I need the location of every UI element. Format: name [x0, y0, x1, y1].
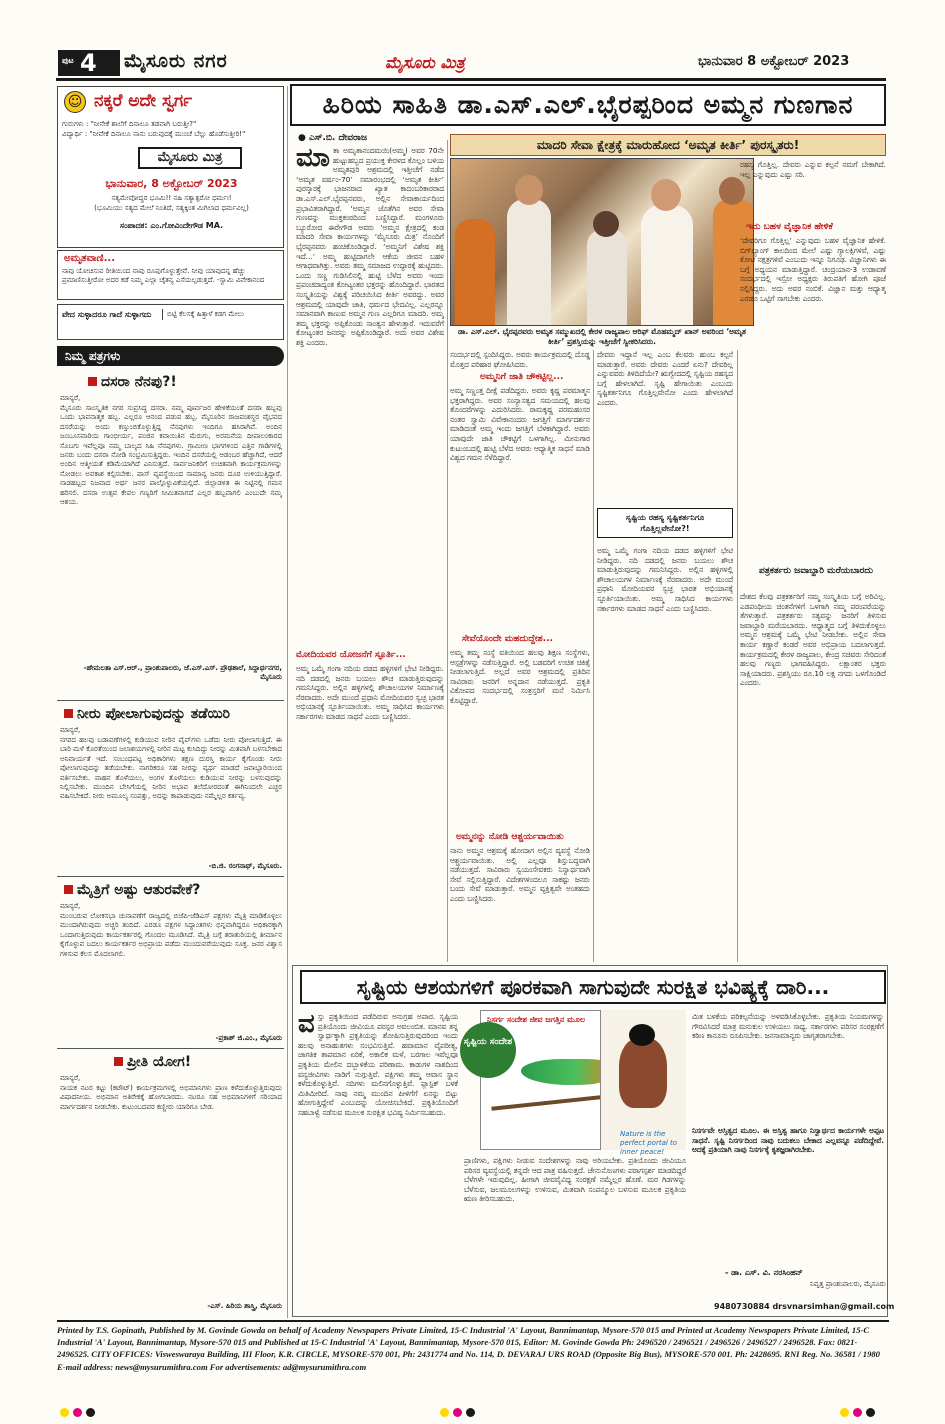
proverb-heading: ವೇದ ಸುಳ್ಳಾದರೂ ಗಾದೆ ಸುಳ್ಳಾಗದು [62, 310, 152, 319]
masthead-editor: ಸಂಪಾದಕ: ಎಂ.ಗೋವಿಂದೇಗೌಡ MA. [119, 221, 224, 230]
message-badge: ಸೃಷ್ಟಿಯ ಸಂದೇಶ [460, 1022, 516, 1078]
letter-salutation: ಮಾನ್ಯರೆ, [60, 902, 81, 910]
story-subhead: ಅಮ್ಮನನ್ನು ನೋಡಿ ಆಶ್ಚರ್ಯವಾಯಿತು [456, 832, 564, 842]
story-column-1-text: ತಾ ಅಮೃತಾನಂದಮಯಿ(ಅಮ್ಮ) ಅವರ 70ನೇ ಹುಟ್ಟುಹಬ್ಬದ ಪ್ರಯುಕ್ತ ಕೇರಳದ ಕೊಲ್ಲಂ ಬಳಿಯ ಅಮೃತಪುರಿ ಆಶ್ರಮದಲ್ಲಿ ಇತ್ತೀಚೆಗೆ ನಡೆದ ‘ಅಮೃತ ವರ್ಷಂ-70’ ಸಮಾರಂಭದಲ್ಲಿ ‘ಅಮೃತ ಕೀರ್ತಿ’ ಪುರಸ್ಕಾರಕ್ಕೆ ಭಾಜನರಾದ ಖ್ಯಾತ ಕಾದಂಬರಿಕಾರರಾದ ಡಾ.ಎಸ್.ಎಲ್.ಭೈರಪ್ಪನವರು, ಅಲ್ಲಿನ ಸೇವಾಕಾರ್ಯದಿಂದ ಪ್ರಭಾವಿತರಾಗಿದ್ದಾರೆ. ‘ಅಮ್ಮನ ಜೊತೆಗಿನ ಅವರ ಸೇವಾ ಗುಣವನ್ನು ಮುಕ್ತಕಂಠದಿಂದ ಬಣ್ಣಿಸಿದ್ದಾರೆ. ಮಂಗಳೂರು ಬ್ಯೂರೋದ ಈರೇಗೌಡ ಅವರು ‘ಅಮ್ಮನ ಕ್ಷೇತ್ರದಲ್ಲಿ ಕಂಡ ಮಾದರಿ ಸೇವಾ ಕಾರ್ಯಗಳನ್ನು ‘ಮೈಸೂರು ಮಿತ್ರ’ ನೊಂದಿಗೆ ಭೈರಪ್ಪನವರು ಹಂಚಿಕೊಂಡಿದ್ದಾರೆ. ‘ಅಮ್ಮನಿಗೆ ವಿಶೇಷ ಶಕ್ತಿ ಇದೆ...’ ಅಮ್ಮ ಹುಟ್ಟಿದಾಗಲೇ ಆಕೆಯ ಜೀವನ ಬಹಳ ಆಗಾಧವಾಗಿತ್ತು. ಅವರು ತಮ್ಮ ಸಮಾಜದ ಉದ್ಧಾರಕ್ಕೆ ಹುಟ್ಟಿದರು. ಒಂದು ಸಣ್ಣ ಗುಡಿಸಿಲಿನಲ್ಲಿ ಹುಟ್ಟಿ ಬೆಳೆದ ಅವರು ಇಂದು ಪ್ರಪಂಚದಾದ್ಯಂತ ಕೋಟ್ಯಂತರ ಭಕ್ತರನ್ನು ಹೊಂದಿದ್ದಾರೆ. ಭಾರತದ ಸಂಸ್ಕೃತಿಯನ್ನು ವಿಶ್ವಕ್ಕೆ ಪರಿಚಯಿಸಿದ ಕೀರ್ತಿ ಅವರದ್ದು. ಅವರ ಆಶ್ರಮದಲ್ಲಿ ಯಾವುದೇ ಜಾತಿ, ಧರ್ಮದ ಭೇದವಿಲ್ಲ. ಎಲ್ಲರನ್ನೂ ಸಮಾನವಾಗಿ ಕಾಣುವ ಅಮ್ಮನ ಗುಣ ಎಲ್ಲರಿಗೂ ಮಾದರಿ. ಅಮ್ಮ ತಮ್ಮ ಭಕ್ತರನ್ನು ಅಪ್ಪಿಕೊಂಡು ಸಾಂತ್ವನ ಹೇಳುತ್ತಾರೆ. ಇದುವರೆಗೆ ಕೋಟ್ಯಂತರ ಜನರನ್ನು ಅಪ್ಪಿಕೊಂಡಿದ್ದಾರೆ. ಅದು ಅವರ ವಿಶೇಷ ಶಕ್ತಿ ಎಂದರು. [296, 146, 444, 347]
page-number-label [58, 50, 120, 76]
feature-contact: 9480730884 drsvnarsimhan@gmail.com [714, 1302, 895, 1311]
letter-title [114, 1054, 191, 1070]
myna-bird-icon [619, 1038, 667, 1108]
joke-line-1: ಗುರುಗಳು : "ನೀನೇಕೆ ಶಾಲೆಗೆ ದಿನಾಲೂ ತಡವಾಗಿ ಬರುತ್ತೀ?" [62, 120, 197, 128]
registration-marks [840, 1402, 900, 1412]
joke-text [62, 119, 281, 139]
registration-marks [440, 1402, 500, 1412]
joke-masthead-box [57, 86, 284, 248]
story-subhead: ಅಮ್ಮನಿಗೆ ಜಾತಿ ಚೌಕಟ್ಟಿಲ್ಲ... [480, 372, 564, 382]
feature-author: - ಡಾ. ಎಸ್. ವಿ. ನರಸಿಂಹನ್ [725, 1268, 803, 1277]
letter-signoff: -ಪ್ರಕಾಶ್ ಜಿ.ಎಂ., ಮೈಸೂರು [215, 1034, 282, 1042]
square-bullet-icon [64, 885, 73, 894]
main-headline: ಹಿರಿಯ ಸಾಹಿತಿ ಡಾ.ಎಸ್.ಎಲ್.ಭೈರಪ್ಪರಿಂದ ಅಮ್ಮನ ಗುಣಗಾನ [290, 84, 886, 126]
story-pullbox: ಸೃಷ್ಟಿಯ ರಹಸ್ಯ ಸೃಷ್ಟಿಕರ್ತನಿಗೂ ಗೊತ್ತಿಲ್ಲವೇನೋ?! [597, 508, 733, 538]
square-bullet-icon [114, 1057, 123, 1066]
letter-divider [57, 1048, 284, 1049]
story-subhead: ಪತ್ರಕರ್ತರು ಜವಾಬ್ದಾರಿ ಮರೆಯಬಾರದು [759, 566, 873, 576]
square-bullet-icon [88, 377, 97, 386]
column-divider [447, 140, 448, 962]
letter-salutation: ಮಾನ್ಯರೆ, [60, 726, 81, 734]
column-divider [287, 86, 288, 1318]
letter-title [64, 706, 230, 722]
dropcap: ವ [298, 1012, 315, 1039]
letter-body: ಮೈಸೂರು ಸಾಂಸ್ಕೃತಿಕ ನಗರ ಸುಪ್ರಸಿದ್ಧ ದಸರಾ. ನಮ್ಮ ಪೂರ್ವಜರ ಹೇಳಿಕೆಯಂತೆ ದಸರಾ ಹಬ್ಬವು ಒಂದು ಭಾವನಾತ್ಮಕ ಹಬ್ಬ. ಎಲ್ಲರೂ ಆನಂದ ಪಡುವ ಹಬ್ಬ. ಮೈಸೂರಿನ ರಾಜವಂಶಸ್ಥರ ವೈಭವದ ದಸರೆಯನ್ನು ಅಂದು ಕಣ್ತುಂಬಿಕೊಳ್ಳುತ್ತಿದ್ದ ನೆನಪುಗಳು ಇಂದಿಗೂ ಹಸಿರಾಗಿವೆ. ಅಂದಿನ ಜಂಬೂಸವಾರಿಯ ಗಾಂಭೀರ್ಯ, ಪಂಜಿನ ಕವಾಯಿತಿನ ಮೆರುಗು, ಅರಮನೆಯ ದೀಪಾಲಂಕಾರದ ಸೊಬಗು ಇವೆಲ್ಲವೂ ನಮ್ಮ ಬಾಲ್ಯದ ಸಿಹಿ ನೆನಪುಗಳು. ಗ್ರಾಮೀಣ ಭಾಗಗಳಿಂದ ಎತ್ತಿನ ಗಾಡಿಗಳಲ್ಲಿ ಜನರು ಬಂದು ದಸರಾ ನೋಡಿ ಸಂಭ್ರಮಿಸುತ್ತಿದ್ದರು. ಇಂದಿನ ದಸರೆಯಲ್ಲಿ ಆಡಂಬರ ಹೆಚ್ಚಾಗಿದೆ, ಆದರೆ ಅಂದಿನ ಆತ್ಮೀಯತೆ ಕಡಿಮೆಯಾಗಿದೆ ಎನಿಸುತ್ತದೆ. ಸಾರ್ವಜನಿಕರಿಗೆ ಉಚಿತವಾಗಿ ಕಾರ್ಯಕ್ರಮಗಳನ್ನು ನೋಡಲು ಅವಕಾಶ ಕಲ್ಪಿಸಬೇಕು. ಪಾಸ್ ವ್ಯವಸ್ಥೆಯಿಂದ ಸಾಮಾನ್ಯ ಜನರು ದೂರ ಉಳಿಯುತ್ತಿದ್ದಾರೆ. ನಾಡಹಬ್ಬದ ನಿಜವಾದ ಅರ್ಥ ಜನರ ಪಾಲ್ಗೊಳ್ಳುವಿಕೆಯಲ್ಲಿದೆ. ಜಿಲ್ಲಾಡಳಿತ ಈ ನಿಟ್ಟಿನಲ್ಲಿ ಗಮನ ಹರಿಸಲಿ. ದಸರಾ ಉತ್ಸವ ಕೇವಲ ಗಣ್ಯರಿಗೆ ಸೀಮಿತವಾಗದೆ ಎಲ್ಲರ ಹಬ್ಬವಾಗಲಿ ಎಂಬುದೇ ನಮ್ಮ ಆಶಯ. [60, 404, 282, 507]
letter-divider [57, 876, 284, 877]
letter-body: ಮುಂಬರುವ ಲೋಕಸಭಾ ಚುನಾವಣೆಗೆ ರಾಜ್ಯದಲ್ಲಿ ಬಿಜೆಪಿ-ಜೆಡಿಎಸ್ ಪಕ್ಷಗಳು ಮೈತ್ರಿ ಮಾಡಿಕೊಳ್ಳಲು ಮುಂದಾಗಿರುವುದು ಅಚ್ಚರಿ ತಂದಿದೆ. ಎರಡೂ ಪಕ್ಷಗಳ ಸಿದ್ಧಾಂತಗಳು ಭಿನ್ನವಾಗಿದ್ದರೂ ಅಧಿಕಾರಕ್ಕಾಗಿ ಒಂದಾಗುತ್ತಿರುವುದು ಕಾರ್ಯಕರ್ತರಲ್ಲಿ ಗೊಂದಲ ಮೂಡಿಸಿದೆ. ಮೈತ್ರಿ ಬಗ್ಗೆ ತರಾತುರಿಯಲ್ಲಿ ತೀರ್ಮಾನ ಕೈಗೊಳ್ಳುವ ಬದಲು ಕಾರ್ಯಕರ್ತರ ಅಭಿಪ್ರಾಯ ಪಡೆದು ಮುಂದುವರೆಯುವುದು ಸೂಕ್ತ. ಜನರ ವಿಶ್ವಾಸ ಗಳಿಸುವ ಕೆಲಸ ಮೊದಲಾಗಲಿ. [60, 912, 282, 958]
nature-quote: Nature is the perfect portal to inner peace! [620, 1130, 678, 1156]
quote-title: ಅಮೃತವಾಣಿ... [64, 253, 115, 264]
story-column-3b: ಅಮ್ಮ ಒಮ್ಮೆ ಗಂಗಾ ನದಿಯ ದಡದ ಹಳ್ಳಿಗಳಿಗೆ ಭೇಟಿ ನೀಡಿದ್ದರು. ನದಿ ದಡದಲ್ಲಿ ಜನರು ಬಯಲು ಶೌಚ ಮಾಡುತ್ತಿರುವುದನ್ನು ಗಮನಿಸಿದ್ದರು. ಅಲ್ಲಿನ ಹಳ್ಳಿಗಳಲ್ಲಿ ಶೌಚಾಲಯಗಳ ನಿರ್ಮಾಣಕ್ಕೆ ನೆರವಾದರು. ಅದೇ ಮುಂದೆ ಪ್ರಧಾನಿ ಮೋದಿಯವರ ಸ್ವಚ್ಛ ಭಾರತ ಅಭಿಯಾನಕ್ಕೆ ಸ್ಫೂರ್ತಿಯಾಯಿತು. ಅಮ್ಮ ಸಾಧಿಸಿದ ಕಾರ್ಯಗಳು ಸರ್ಕಾರಗಳು ಮಾಡದ ಸಾಧನೆ ಎಂದು ಬಣ್ಣಿಸಿದರು. [597, 546, 733, 613]
joke-title: ನಕ್ಕರೆ ಅದೇ ಸ್ವರ್ಗ [94, 91, 193, 111]
letter-title-text: ಪ್ರೀತಿ ಯೋಗ! [127, 1054, 192, 1070]
story-subheadline: ಮಾದರಿ ಸೇವಾ ಕ್ಷೇತ್ರಕ್ಕೆ ಮಾರುಹೋದ ‘ಅಮೃತ ಕೀರ್ತಿ’ ಪುರಸ್ಕೃತರು! [450, 134, 886, 156]
quote-box [57, 250, 284, 300]
letter-signoff: -ಎಸ್. ಹಿರಿಯ ಶಾಸ್ತ್ರಿ, ಮೈಸೂರು [207, 1302, 282, 1310]
issue-date: ಭಾನುವಾರ 8 ಅಕ್ಟೋಬರ್ 2023 [698, 54, 850, 69]
feature-author-designation: ನಿವೃತ್ತ ಪ್ರಾಂಶುಪಾಲರು, ಮೈಸೂರು [810, 1280, 886, 1288]
newspaper-logo: ಮೈಸೂರು ಮಿತ್ರ [385, 53, 465, 72]
letter-signoff: -ಹೇಮಲತಾ ಎಸ್.ಆರ್., ಪ್ರಾಂಶುಪಾಲರು, ಜೆ.ಎಸ್.ಎಸ್. ಪ್ರೌಢಶಾಲೆ, ಸಿದ್ದಾರ್ಥನಗರ, ಮೈಸೂರು [83, 664, 282, 681]
panel-caption: ನಿಸರ್ಗ ಸಂದೇಶ ಜೀವ ಜಗತ್ತಿನ ಮೂಲ [487, 1015, 586, 1024]
story-subhead: ಸೇವೆಯೊಂದೇ ಮಹದುದ್ದೇಶ... [462, 634, 553, 644]
bee-eater-bird-icon [521, 1059, 611, 1085]
letter-title [64, 882, 200, 898]
column-divider [737, 350, 738, 962]
feature-column-2: ಪ್ರಾಣಿಗಳು, ಪಕ್ಷಿಗಳು ನೀಡುವ ಸಂದೇಶಗಳನ್ನು ನಾವು ಅರಿಯಬೇಕು. ಪ್ರತಿಯೊಂದು ಜೀವಿಯೂ ಪರಿಸರ ವ್ಯವಸ್ಥೆಯಲ್ಲಿ ತನ್ನದೇ ಆದ ಪಾತ್ರ ವಹಿಸುತ್ತದೆ. ಜೇನುನೊಣಗಳು ಪರಾಗಸ್ಪರ್ಶ ಮಾಡದಿದ್ದರೆ ಬೆಳೆಗಳೇ ಇರುವುದಿಲ್ಲ. ಹೀಗಾಗಿ ಜೀವವೈವಿಧ್ಯ ಸಂರಕ್ಷಣೆ ನಮ್ಮೆಲ್ಲರ ಹೊಣೆ. ಮರ ಗಿಡಗಳನ್ನು ಬೆಳೆಸುವ, ಜಲಮೂಲಗಳನ್ನು ಉಳಿಸುವ, ಮಿತವಾಗಿ ಸಂಪನ್ಮೂಲ ಬಳಸುವ ಮೂಲಕ ಪ್ರಕೃತಿಯ ಋಣ ತೀರಿಸಬಹುದು. [464, 1156, 686, 1204]
story-column-1b: ಅಮ್ಮ ಒಮ್ಮೆ ಗಂಗಾ ನದಿಯ ದಡದ ಹಳ್ಳಿಗಳಿಗೆ ಭೇಟಿ ನೀಡಿದ್ದರು. ನದಿ ದಡದಲ್ಲಿ ಜನರು ಬಯಲು ಶೌಚ ಮಾಡುತ್ತಿರುವುದನ್ನು ಗಮನಿಸಿದ್ದರು. ಅಲ್ಲಿನ ಹಳ್ಳಿಗಳಲ್ಲಿ ಶೌಚಾಲಯಗಳ ನಿರ್ಮಾಣಕ್ಕೆ ನೆರವಾದರು. ಅದೇ ಮುಂದೆ ಪ್ರಧಾನಿ ಮೋದಿಯವರ ಸ್ವಚ್ಛ ಭಾರತ ಅಭಿಯಾನಕ್ಕೆ ಸ್ಫೂರ್ತಿಯಾಯಿತು. ಅಮ್ಮ ಸಾಧಿಸಿದ ಕಾರ್ಯಗಳು ಸರ್ಕಾರಗಳು ಮಾಡದ ಸಾಧನೆ ಎಂದು ಬಣ್ಣಿಸಿದರು. [296, 664, 444, 721]
story-subhead: ಮೋದಿಯವರ ಯೋಜನೆಗೆ ಸ್ಫೂರ್ತಿ... [296, 650, 406, 660]
letter-title [88, 374, 177, 390]
square-bullet-icon [64, 709, 73, 718]
registration-marks [60, 1402, 120, 1412]
imprint-line: Printed by T.S. Gopinath, Published by M. Govinde Gowda on behalf of Academy Newspapers Private Limited, 15-C Industrial 'A' Layout, Bannimantap, Mysore-570 015 and Printed at Academy Newspapers Private Limited, 15-C Industrial 'A' Layout, Bannimantap, Mysore-570 015 and Published at 15-C Industrial 'A' Layout, Bannimantap, Mysore-570 015, Editor: M. Govinde Gowda Ph: 2496520 / 2496521 / 2496526 / 2496527 / 2496528. Fax: 0821-2496525. CITY OFFICES: Visweswaraya Building, III Floor, K.R. CIRCLE, MYSORE-570 001, Ph: 2431774 and No. 114, D. DEVARAJ URS ROAD (Opposite Big Bus), MYSORE-570 001. Ph: 2428695. RNI Reg. No. 36581 / 1980 E-mail address: news@mysurumithra.com For advertisements: ad@mysurumithra.com [57, 1320, 889, 1382]
story-column-2: ಸಂದರ್ಭದಲ್ಲಿ ಸ್ಪಂದಿಸಿದ್ದರು. ಅವರು ಕಾರ್ಯಕ್ರಮದಲ್ಲಿ ದೊಡ್ಡ ಮೊತ್ತದ ಪರಿಹಾರ ಘೋಷಿಸಿದರು. [450, 350, 590, 369]
story-column-3a: ದೇವರು ಇದ್ದಾನೆ ಇಲ್ಲ ಎಂಬ ಕೆಲವರು ಹುಂಬ ಕಲ್ಪನೆ ಮಾಡುತ್ತಾರೆ. ಅವರು ದೇವರು ಎಂದರೆ ಏನು? ದೇವರಿಲ್ಲ ಎನ್ನುವವರು ತಿಳಿದಿದೆಯೇ? ಋಗ್ವೇದದಲ್ಲಿ ಸೃಷ್ಟಿಯ ರಹಸ್ಯದ ಬಗ್ಗೆ ಹೇಳಲಾಗಿದೆ. ಸೃಷ್ಟಿ ಹೇಗಾಯಿತು ಎಂಬುದು ಸೃಷ್ಟಿಕರ್ತನಿಗೂ ಗೊತ್ತಿಲ್ಲವೇನೋ ಎಂದು ಹೇಳಲಾಗಿದೆ ಎಂದರು. [597, 350, 733, 407]
story-column-2b: ಅಮ್ಮ ಸಣ್ಣಂತ್ತ ದೀಕ್ಷೆ ಪಡೆದಿದ್ದರು. ಅವರು ಕೃಷ್ಣ ಪರಮಾತ್ಮನ ಭಕ್ತರಾಗಿದ್ದರು. ಅವರ ಸಂನ್ಯಾಸತ್ವದ ಸಮಯದಲ್ಲಿ ಹಲವು ತೊಂದರೆಗಳನ್ನು ಎದುರಿಸಿದರು. ರಾಮಕೃಷ್ಣ ಪರಮಹಂಸರ ನಂತರ ಸ್ವಾಮಿ ವಿವೇಕಾನಂದರು ಜಗತ್ತಿಗೆ ಮಾರ್ಗದರ್ಶನ ಮಾಡಿದಂತೆ ಅಮ್ಮ ಇಂದು ಜಗತ್ತಿಗೆ ಬೆಳಕಾಗಿದ್ದಾರೆ. ಅವರು ಯಾವುದೇ ಜಾತಿ ಚೌಕಟ್ಟಿಗೆ ಒಳಗಾಗಿಲ್ಲ. ಮೀನುಗಾರ ಕುಟುಂಬದಲ್ಲಿ ಹುಟ್ಟಿ ಬೆಳೆದ ಅವರು ಆಧ್ಯಾತ್ಮಿಕ ಸಾಧನೆ ಮಾಡಿ ವಿಶ್ವದ ಗಮನ ಸೆಳೆದಿದ್ದಾರೆ. [450, 386, 590, 463]
letter-signoff: -ಬಿ.ಜಿ. ರಂಗನಾಥ್, ಮೈಸೂರು. [208, 862, 282, 870]
section-title: ಮೈಸೂರು ನಗರ [124, 50, 228, 72]
story-column-2d: ನಾನು ಅಮ್ಮನ ಆಶ್ರಮಕ್ಕೆ ಹೋದಾಗ ಅಲ್ಲಿನ ವ್ಯವಸ್ಥೆ ನೋಡಿ ಆಶ್ಚರ್ಯವಾಯಿತು. ಅಲ್ಲಿ ಎಲ್ಲವೂ ಶಿಸ್ತುಬದ್ಧವಾಗಿ ನಡೆಯುತ್ತದೆ. ಸಾವಿರಾರು ಸ್ವಯಂಸೇವಕರು ನಿಸ್ವಾರ್ಥವಾಗಿ ಸೇವೆ ಸಲ್ಲಿಸುತ್ತಿದ್ದಾರೆ. ವಿದೇಶಗಳಿಂದಲೂ ಸಾಕಷ್ಟು ಜನರು ಬಂದು ಸೇವೆ ಮಾಡುತ್ತಾರೆ. ಅಮ್ಮನ ವ್ಯಕ್ತಿತ್ವವೇ ಅಂತಹದು ಎಂದು ಬಣ್ಣಿಸಿದರು. [450, 846, 590, 903]
laughing-face-icon: ☺ [64, 91, 86, 113]
masthead-motto-2: (ಭೂಮಿಯು ಸತ್ಯದ ಮೇಲೆ ನಿಂತಿದೆ, ಸತ್ಯಕ್ಕಿಂತ ಮಿಗಿಲಾದ ಧರ್ಮವಿಲ್ಲ) [94, 204, 249, 212]
joke-line-2: ವಿದ್ಯಾರ್ಥಿ : "ನೀವೇಕೆ ದಿನಾಲೂ ನಾನು ಬರುವುದಕ್ಕೆ ಮುಂಚೆ ಬೆಲ್ಲು ಹೊಡೆಸುತ್ತೀರಿ!" [62, 130, 246, 138]
story-column-1 [296, 146, 444, 646]
myna-illustration [600, 1010, 686, 1150]
letters-section-banner: ನಿಮ್ಮ ಪತ್ರಗಳು [57, 346, 284, 366]
proverb-text: ಬಿಟ್ಟಿ ಕೆಲಸಕ್ಕೆ ಹಿತ್ತಾಳೆ ಕಡಗ ಮೇಲು [162, 309, 280, 320]
letter-body: ನಾಯಕ ನಟರ ಕಟ್ಟು (ಕಟೌಟ್‌) ಕಾರ್ಯಕ್ರಮಗಳಲ್ಲಿ ಅಭಿಮಾನಿಗಳು ಪ್ರಾಣ ಕಳೆದುಕೊಳ್ಳುತ್ತಿರುವುದು ವಿಷಾದನೀಯ. ಅಭಿಮಾನ ಅತಿರೇಕಕ್ಕೆ ಹೋಗಬಾರದು. ನಟರೂ ಸಹ ಅಭಿಮಾನಿಗಳಿಗೆ ಸರಿಯಾದ ಮಾರ್ಗದರ್ಶನ ನೀಡಬೇಕು. ಕುಟುಂಬದವರ ಕಣ್ಣೀರು ಯಾರಿಗೂ ಬೇಡ. [60, 1084, 282, 1111]
masthead-date: ಭಾನುವಾರ, 8 ಅಕ್ಟೋಬರ್ 2023 [105, 177, 238, 190]
story-byline: ● ಎಸ್.ಬಿ. ದೇವರಾಜ [298, 133, 368, 143]
award-ceremony-photo [450, 158, 754, 326]
letter-title-text: ನೀರು ಪೋಲಾಗುವುದನ್ನು ತಡೆಯಿರಿ [77, 706, 231, 722]
page-word: ಪುಟ [62, 56, 74, 65]
story-column-4: ರಹಸ್ಯ ಗೊತ್ತಿಲ್ಲ. ದೇವರು ಎನ್ನುವ ಕಲ್ಪನೆ ನಮಗೆ ಬೇಕಾಗಿದೆ. ಇಲ್ಲ ಎನ್ನುವುದು ಎಷ್ಟು ಸರಿ. [740, 160, 886, 179]
masthead-logo: ಮೈಸೂರು ಮಿತ್ರ [138, 147, 242, 169]
page-number: 4 [80, 49, 97, 77]
dropcap: ಮಾ [296, 146, 330, 173]
letter-salutation: ಮಾನ್ಯರೆ, [60, 394, 81, 402]
photo-caption: ಡಾ. ಎಸ್.ಎಲ್. ಭೈರಪ್ಪರವರು ಅಮೃತ ಸಮ್ಮುಖದಲ್ಲಿ ಕೇರಳ ರಾಜ್ಯಪಾಲ ಆರಿಫ್ ಮೊಹಮ್ಮದ್ ಖಾನ್ ಅವರಿಂದ ‘ಅಮೃತ ಕೀರ್ತಿ’ ಪ್ರಶಸ್ತಿಯನ್ನು ಇತ್ತೀಚೆಗೆ ಸ್ವೀಕರಿಸಿದರು. [457, 327, 747, 346]
letter-title-text: ದಸರಾ ನೆನಪು?! [101, 374, 177, 390]
feature-column-3: ಮಿತ ಬಳಕೆಯ ಪರಿಕಲ್ಪನೆಯನ್ನು ಅಳವಡಿಸಿಕೊಳ್ಳಬೇಕು. ಪ್ರಕೃತಿಯ ನಿಯಮಗಳನ್ನು ಗೌರವಿಸಿದರೆ ಮಾತ್ರ ಮನುಕುಲ ಉಳಿಯಲು ಸಾಧ್ಯ. ಸರ್ಕಾರಗಳು ಪರಿಸರ ಸಂರಕ್ಷಣೆಗೆ ಕಠಿಣ ಕಾನೂನು ರೂಪಿಸಬೇಕು. ಜನಸಾಮಾನ್ಯರು ಜಾಗೃತರಾಗಬೇಕು. [692, 1012, 884, 1041]
header-divider [56, 78, 886, 81]
proverb-box [57, 304, 284, 340]
quote-text: ನಾವು ಯೋಚಿಸುವ ರೀತಿಯಿಂದ ನಾವು ರೂಪುಗೊಳ್ಳುತ್ತೇವೆ. ನೀವು ಯಾವುದನ್ನ ಹೆಚ್ಚು ಪ್ರಮಾಣಿಸುತ್ತೀರೋ ಅದರ ಕಡೆ ನಿಮ್ಮ ಎಲ್ಲಾ ಚೈತನ್ಯ ಎಸೆಯಲ್ಪಡುತ್ತದೆ. -ಸ್ವಾಮಿ ವಿವೇಕಾನಂದ [62, 267, 265, 284]
letter-divider [57, 700, 284, 701]
masthead-motto [62, 193, 281, 213]
feature-headline: ಸೃಷ್ಟಿಯ ಆಶಯಗಳಿಗೆ ಪೂರಕವಾಗಿ ಸಾಗುವುದೇ ಸುರಕ್ಷಿತ ಭವಿಷ್ಯಕ್ಕೆ ದಾರಿ... [300, 970, 886, 1004]
feature-quote-block: ನಿಸರ್ಗವೇ ಅಸ್ತಿತ್ವದ ಮೂಲ. ಈ ಅಸ್ತಿತ್ವ ಹಾಗೂ ನಿಸ್ವಾರ್ಥದ ಕಾರ್ಯಗಳೇ ಅಪ್ಪಟ ಸಾಧನೆ. ಸೃಷ್ಟಿ ನಿಸರ್ಗದಿಂದ ನಾವು ಬದುಕಲು ಬೇಕಾದ ಎಲ್ಲವನ್ನೂ ಪಡೆದಿದ್ದೇವೆ. ಅದಕ್ಕೆ ಪ್ರತಿಯಾಗಿ ನಾವು ನಿಸರ್ಗಕ್ಕೆ ಕೃತಜ್ಞರಾಗಿರಬೇಕು. [692, 1126, 884, 1155]
letter-body: ನಗರದ ಹಲವು ಬಡಾವಣೆಗಳಲ್ಲಿ ಕುಡಿಯುವ ನೀರಿನ ಪೈಪ್‌ಗಳು ಒಡೆದು ನೀರು ಪೋಲಾಗುತ್ತಿದೆ. ಈ ಬಾರಿ ಮಳೆ ಕೊರತೆಯಿಂದ ಜಲಾಶಯಗಳಲ್ಲಿ ನೀರಿನ ಮಟ್ಟ ಕುಸಿದಿದ್ದು ನೀರನ್ನು ಮಿತವಾಗಿ ಬಳಸಬೇಕಾದ ಅನಿವಾರ್ಯತೆ ಇದೆ. ಸಂಬಂಧಪಟ್ಟ ಅಧಿಕಾರಿಗಳು ತಕ್ಷಣ ದುರಸ್ತಿ ಕಾರ್ಯ ಕೈಗೊಂಡು ನೀರು ಪೋಲಾಗುವುದನ್ನು ತಡೆಯಬೇಕು. ನಾಗರಿಕರೂ ಸಹ ನೀರನ್ನು ವ್ಯರ್ಥ ಮಾಡದೆ ಜವಾಬ್ದಾರಿಯಿಂದ ವರ್ತಿಸಬೇಕು. ವಾಹನ ತೊಳೆಯಲು, ಅಂಗಳ ತೊಳೆಯಲು ಕುಡಿಯುವ ನೀರನ್ನು ಬಳಸುವುದನ್ನು ನಿಲ್ಲಿಸಬೇಕು. ಮುಂದಿನ ಬೇಸಿಗೆಯಲ್ಲಿ ನೀರಿನ ಅಭಾವ ತಲೆದೋರದಂತೆ ಈಗಿನಿಂದಲೇ ಎಚ್ಚರ ವಹಿಸಬೇಕಿದೆ. ನೀರು ಅಮೂಲ್ಯ ಸಂಪತ್ತು, ಅದನ್ನು ಕಾಪಾಡುವುದು ನಮ್ಮೆಲ್ಲರ ಕರ್ತವ್ಯ. [60, 736, 282, 801]
letter-salutation: ಮಾನ್ಯರೆ, [60, 1074, 81, 1082]
story-subhead: ಇದು ಬಹಳ ವೈಜ್ಞಾನಿಕ ಹೇಳಿಕೆ [746, 222, 833, 232]
column-divider [593, 350, 594, 962]
letter-title-text: ಮೈತ್ರಿಗೆ ಅಷ್ಟು ಆತುರವೇಕೆ? [77, 882, 201, 898]
story-column-4c: ದೇಶದ ಕೆಲವು ಪತ್ರಕರ್ತರಿಗೆ ನಮ್ಮ ಸಂಸ್ಕೃತಿಯ ಬಗ್ಗೆ ಅರಿವಿಲ್ಲ. ಎಡಪಂಥೀಯ ಚಿಂತನೆಗಳಿಗೆ ಒಳಗಾಗಿ ನಮ್ಮ ಪರಂಪರೆಯನ್ನು ತೆಗಳುತ್ತಾರೆ. ಪತ್ರಕರ್ತರು ಸತ್ಯವನ್ನು ಜನರಿಗೆ ತಿಳಿಸುವ ಜವಾಬ್ದಾರಿ ಮರೆಯಬಾರದು. ಆಧ್ಯಾತ್ಮದ ಬಗ್ಗೆ ತಿಳಿದುಕೊಳ್ಳಲು ಅಮ್ಮನ ಆಶ್ರಮಕ್ಕೆ ಒಮ್ಮೆ ಭೇಟಿ ನೀಡಬೇಕು. ಅಲ್ಲಿನ ಸೇವಾ ಕಾರ್ಯ ಕಣ್ಣಾರೆ ಕಂಡರೆ ಅವರ ಅಭಿಪ್ರಾಯ ಬದಲಾಗುತ್ತದೆ. ಕಾರ್ಯಕ್ರಮದಲ್ಲಿ ಕೇರಳ ರಾಜ್ಯಪಾಲ, ಕೇಂದ್ರ ಸಚಿವರು ಸೇರಿದಂತೆ ಹಲವು ಗಣ್ಯರು ಭಾಗವಹಿಸಿದ್ದರು. ಲಕ್ಷಾಂತರ ಭಕ್ತರು ಸಾಕ್ಷಿಯಾದರು. ಪ್ರಶಸ್ತಿಯು ರೂ.10 ಲಕ್ಷ ನಗದು ಒಳಗೊಂಡಿದೆ ಎಂದರು. [740, 592, 886, 688]
masthead-motto-1: ಸತ್ಯಮೇವೋದ್ಧರ ಭೂಮಿ!! ನಹಿ ಸತ್ಯಾತ್ಪರೋ ಧರ್ಮಃ! [111, 194, 232, 202]
feature-column-1 [298, 1012, 458, 1312]
story-column-4b: ‘ದೇವರಿಗೂ ಗೊತ್ತಿಲ್ಲ’ ಎನ್ನುವುದು ಬಹಳ ವೈಜ್ಞಾನಿಕ ಹೇಳಿಕೆ. ಬಿಗ್‌ಬ್ಯಾಂಗ್ ಕಾಲದಿಂದ ಮೇಲೆ ಎಷ್ಟು ಗ್ಯಾಲಕ್ಸಿಗಳಿವೆ, ಎಷ್ಟು ಕೋಟಿ ನಕ್ಷತ್ರಗಳಿವೆ ಎಂಬುದು ಇನ್ನೂ ನಿಗೂಢ. ವಿಜ್ಞಾನಿಗಳು ಈ ಬಗ್ಗೆ ಅಧ್ಯಯನ ಮಾಡುತ್ತಿದ್ದಾರೆ. ಚಂದ್ರಯಾನ-3 ಉಡಾವಣೆ ಸಂದರ್ಭದಲ್ಲಿ ಇಸ್ರೋ ಅಧ್ಯಕ್ಷರು ತಿರುಪತಿಗೆ ಹೋಗಿ ಪೂಜೆ ಸಲ್ಲಿಸಿದ್ದರು. ಅದು ಅವರ ನಂಬಿಕೆ. ವಿಜ್ಞಾನ ಮತ್ತು ಆಧ್ಯಾತ್ಮ ಎರಡೂ ಒಟ್ಟಿಗೆ ಸಾಗಬೇಕು ಎಂದರು. [740, 236, 886, 303]
feature-column-1-text: ಸ್ತು ಪ್ರಕೃತಿಯಿಂದ ಪಡೆದಿರುವ ಅನುಗ್ರಹ ಅಪಾರ. ಸೃಷ್ಟಿಯ ಪ್ರತಿಯೊಂದು ಜೀವಿಯೂ ಪರಸ್ಪರ ಅವಲಂಬಿತ. ಮಾನವ ತನ್ನ ಸ್ವಾರ್ಥಕ್ಕಾಗಿ ಪ್ರಕೃತಿಯನ್ನು ಶೋಷಿಸುತ್ತಿರುವುದರಿಂದ ಇಂದು ಹಲವು ಅನಾಹುತಗಳು ಸಂಭವಿಸುತ್ತಿವೆ. ಹವಾಮಾನ ವೈಪರೀತ್ಯ, ಜಾಗತಿಕ ತಾಪಮಾನ ಏರಿಕೆ, ಅಕಾಲಿಕ ಮಳೆ, ಬರಗಾಲ ಇವೆಲ್ಲವೂ ಪ್ರಕೃತಿಯ ಮೇಲಿನ ದಬ್ಬಾಳಿಕೆಯ ಪರಿಣಾಮ. ಕಾಡುಗಳ ನಾಶದಿಂದ ವನ್ಯಜೀವಿಗಳು ನಾಡಿಗೆ ನುಗ್ಗುತ್ತಿವೆ. ಪಕ್ಷಿಗಳು ತಮ್ಮ ಆವಾಸ ಸ್ಥಾನ ಕಳೆದುಕೊಳ್ಳುತ್ತಿವೆ. ನದಿಗಳು ಮಲಿನಗೊಳ್ಳುತ್ತಿವೆ. ಪ್ಲಾಸ್ಟಿಕ್ ಬಳಕೆ ಮಿತಿಮೀರಿದೆ. ನಾವು ನಮ್ಮ ಮುಂದಿನ ಪೀಳಿಗೆಗೆ ಏನನ್ನು ಬಿಟ್ಟು ಹೋಗುತ್ತಿದ್ದೇವೆ ಎಂಬುದನ್ನು ಯೋಚಿಸಬೇಕಿದೆ. ಪ್ರಕೃತಿಯೊಂದಿಗೆ ಸಹಬಾಳ್ವೆ ನಡೆಸುವ ಮೂಲಕ ಸುರಕ್ಷಿತ ಭವಿಷ್ಯ ನಿರ್ಮಿಸಬಹುದು. [298, 1012, 458, 1117]
story-column-2c: ಅಮ್ಮ ತಮ್ಮ ಸಂಸ್ಥೆ ವತಿಯಿಂದ ಹಲವು ಶಿಕ್ಷಣ ಸಂಸ್ಥೆಗಳು, ಆಸ್ಪತ್ರೆಗಳನ್ನು ನಡೆಸುತ್ತಿದ್ದಾರೆ. ಅಲ್ಲಿ ಬಡವರಿಗೆ ಉಚಿತ ಚಿಕಿತ್ಸೆ ನೀಡಲಾಗುತ್ತಿದೆ. ಅಲ್ಲದೆ ಅವರ ಆಶ್ರಮದಲ್ಲಿ ಪ್ರತಿದಿನ ಸಾವಿರಾರು ಜನರಿಗೆ ಅನ್ನದಾನ ನಡೆಯುತ್ತದೆ. ಪ್ರಕೃತಿ ವಿಕೋಪದ ಸಂದರ್ಭದಲ್ಲಿ ಸಂತ್ರಸ್ತರಿಗೆ ಮನೆ ನಿರ್ಮಿಸಿ ಕೊಟ್ಟಿದ್ದಾರೆ. [450, 648, 590, 705]
